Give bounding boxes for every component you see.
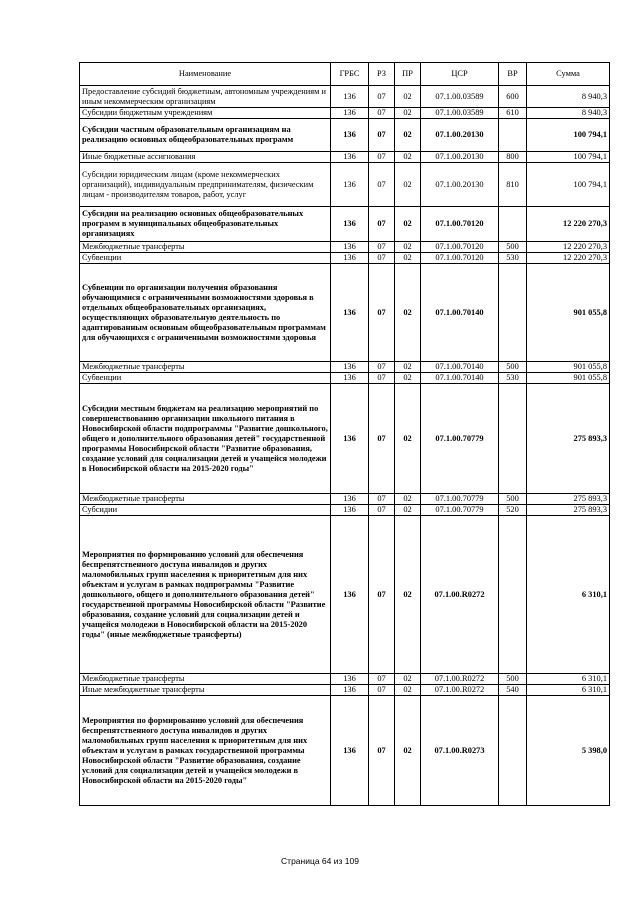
cell-csr: 07.1.00.20130	[421, 152, 499, 163]
cell-csr: 07.1.00.03589	[421, 108, 499, 119]
cell-csr: 07.1.00.R0273	[421, 696, 499, 806]
cell-vr	[499, 696, 527, 806]
cell-csr: 07.1.00.70140	[421, 373, 499, 384]
cell-vr: 500	[499, 494, 527, 505]
table-header-row	[80, 63, 610, 86]
cell-rz: 07	[369, 696, 395, 806]
table-row	[80, 119, 610, 152]
cell-vr: 530	[499, 373, 527, 384]
cell-name: Субсидии юридическим лицам (кроме некоммерческих организаций), индивидуальным предпринимателям, физическим лицам - производителям товаров, работ, услуг	[80, 163, 331, 207]
cell-vr	[499, 516, 527, 674]
cell-vr: 800	[499, 152, 527, 163]
cell-pr: 02	[395, 163, 421, 207]
cell-pr: 02	[395, 696, 421, 806]
cell-grbs: 136	[331, 362, 369, 373]
table-row	[80, 242, 610, 253]
cell-rz: 07	[369, 685, 395, 696]
cell-vr: 520	[499, 505, 527, 516]
cell-name: Субвенции	[80, 253, 331, 264]
cell-grbs: 136	[331, 505, 369, 516]
cell-vr	[499, 207, 527, 242]
cell-csr: 07.1.00.70779	[421, 494, 499, 505]
cell-grbs: 136	[331, 696, 369, 806]
cell-name: Субсидии бюджетным учреждениям	[80, 108, 331, 119]
cell-pr: 02	[395, 674, 421, 685]
cell-pr: 02	[395, 152, 421, 163]
cell-sum: 275 893,3	[527, 384, 610, 494]
cell-name: Субсидии на реализацию основных общеобразовательных программ в муниципальных общеобразовательных организациях	[80, 207, 331, 242]
cell-pr: 02	[395, 685, 421, 696]
cell-grbs: 136	[331, 264, 369, 362]
table-row	[80, 685, 610, 696]
cell-grbs: 136	[331, 494, 369, 505]
cell-grbs: 136	[331, 108, 369, 119]
cell-csr: 07.1.00.70779	[421, 505, 499, 516]
cell-rz: 07	[369, 152, 395, 163]
header-name: Наименование	[80, 63, 331, 86]
cell-vr: 540	[499, 685, 527, 696]
table-row	[80, 384, 610, 494]
cell-pr: 02	[395, 253, 421, 264]
header-pr: ПР	[395, 63, 421, 86]
cell-grbs: 136	[331, 242, 369, 253]
cell-csr: 07.1.00.03589	[421, 86, 499, 108]
cell-sum: 8 940,3	[527, 86, 610, 108]
cell-name: Субвенции по организации получения образования обучающимися с ограниченными возможностями здоровья в отдельных общеобразовательных организациях, осуществляющих образовательную деятельность по адаптированным основным общеобразовательным программам для обучающихся с ограниченными возможностями здоровья	[80, 264, 331, 362]
table-row	[80, 152, 610, 163]
cell-sum: 12 220 270,3	[527, 253, 610, 264]
cell-name: Иные межбюджетные трансферты	[80, 685, 331, 696]
cell-csr: 07.1.00.R0272	[421, 516, 499, 674]
cell-sum: 8 940,3	[527, 108, 610, 119]
cell-pr: 02	[395, 108, 421, 119]
cell-vr: 500	[499, 242, 527, 253]
cell-name: Субсидии местным бюджетам на реализацию мероприятий по совершенствованию организации школьного питания в Новосибирской области подпрограммы "Развитие дошкольного, общего и дополнительного образования детей" государственной программы Новосибирской области "Развитие образования, создание условий для социализации детей и учащейся молодежи в Новосибирской области на 2015-2020 годы"	[80, 384, 331, 494]
cell-sum: 12 220 270,3	[527, 207, 610, 242]
table-row	[80, 253, 610, 264]
cell-rz: 07	[369, 505, 395, 516]
cell-grbs: 136	[331, 163, 369, 207]
cell-name: Субвенции	[80, 373, 331, 384]
table-row	[80, 163, 610, 207]
cell-name: Межбюджетные трансферты	[80, 242, 331, 253]
cell-csr: 07.1.00.70140	[421, 264, 499, 362]
cell-name: Межбюджетные трансферты	[80, 494, 331, 505]
cell-name: Межбюджетные трансферты	[80, 362, 331, 373]
table-body	[80, 86, 610, 806]
cell-csr: 07.1.00.20130	[421, 163, 499, 207]
cell-csr: 07.1.00.R0272	[421, 674, 499, 685]
cell-pr: 02	[395, 516, 421, 674]
cell-pr: 02	[395, 384, 421, 494]
header-vr: ВР	[499, 63, 527, 86]
cell-grbs: 136	[331, 152, 369, 163]
header-csr: ЦСР	[421, 63, 499, 86]
cell-name: Субсидии частным образовательным организациям на реализацию основных общеобразовательных программ	[80, 119, 331, 152]
cell-rz: 07	[369, 163, 395, 207]
cell-sum: 12 220 270,3	[527, 242, 610, 253]
table-row	[80, 516, 610, 674]
cell-pr: 02	[395, 264, 421, 362]
cell-name: Субсидии	[80, 505, 331, 516]
table-row	[80, 108, 610, 119]
cell-vr: 610	[499, 108, 527, 119]
cell-pr: 02	[395, 119, 421, 152]
cell-name: Межбюджетные трансферты	[80, 674, 331, 685]
header-grbs: ГРБС	[331, 63, 369, 86]
table-row	[80, 362, 610, 373]
cell-name: Предоставление субсидий бюджетным, автономным учреждениям и иным некоммерческим организациям	[80, 86, 331, 108]
cell-rz: 07	[369, 384, 395, 494]
table-row	[80, 494, 610, 505]
cell-vr	[499, 119, 527, 152]
cell-name: Иные бюджетные ассигнования	[80, 152, 331, 163]
table-row	[80, 373, 610, 384]
cell-vr: 500	[499, 362, 527, 373]
cell-rz: 07	[369, 362, 395, 373]
cell-grbs: 136	[331, 516, 369, 674]
cell-sum: 100 794,1	[527, 163, 610, 207]
cell-vr	[499, 384, 527, 494]
cell-pr: 02	[395, 373, 421, 384]
cell-sum: 6 310,1	[527, 685, 610, 696]
header-sum: Сумма	[527, 63, 610, 86]
cell-sum: 6 310,1	[527, 516, 610, 674]
cell-rz: 07	[369, 674, 395, 685]
cell-pr: 02	[395, 494, 421, 505]
cell-sum: 100 794,1	[527, 152, 610, 163]
cell-sum: 5 398,0	[527, 696, 610, 806]
cell-sum: 901 055,8	[527, 373, 610, 384]
cell-vr: 810	[499, 163, 527, 207]
cell-pr: 02	[395, 207, 421, 242]
table-row	[80, 264, 610, 362]
cell-csr: 07.1.00.70120	[421, 242, 499, 253]
cell-csr: 07.1.00.70140	[421, 362, 499, 373]
budget-table	[79, 62, 610, 806]
cell-vr: 530	[499, 253, 527, 264]
cell-grbs: 136	[331, 384, 369, 494]
cell-pr: 02	[395, 242, 421, 253]
cell-grbs: 136	[331, 373, 369, 384]
cell-csr: 07.1.00.R0272	[421, 685, 499, 696]
cell-grbs: 136	[331, 207, 369, 242]
cell-rz: 07	[369, 494, 395, 505]
cell-rz: 07	[369, 373, 395, 384]
cell-pr: 02	[395, 86, 421, 108]
table-row	[80, 674, 610, 685]
cell-pr: 02	[395, 362, 421, 373]
table-row	[80, 207, 610, 242]
table-row	[80, 505, 610, 516]
cell-rz: 07	[369, 253, 395, 264]
cell-rz: 07	[369, 516, 395, 674]
cell-csr: 07.1.00.70120	[421, 253, 499, 264]
cell-rz: 07	[369, 86, 395, 108]
cell-pr: 02	[395, 505, 421, 516]
cell-grbs: 136	[331, 685, 369, 696]
cell-csr: 07.1.00.70779	[421, 384, 499, 494]
cell-vr: 600	[499, 86, 527, 108]
cell-grbs: 136	[331, 119, 369, 152]
cell-rz: 07	[369, 264, 395, 362]
cell-sum: 100 794,1	[527, 119, 610, 152]
table-row	[80, 86, 610, 108]
cell-sum: 275 893,3	[527, 494, 610, 505]
cell-vr: 500	[499, 674, 527, 685]
cell-name: Мероприятия по формированию условий для обеспечения беспрепятственного доступа инвалидов и других маломобильных групп населения к приоритетным для них объектам и услугам в рамках подпрограммы "Развитие дошкольного, общего и дополнительного образования детей" государственной программы Новосибирской области "Развитие образования, создание условий для социализации детей и учащейся молодежи в Новосибирской области на 2015-2020 годы" (иные межбюджетные трансферты)	[80, 516, 331, 674]
cell-sum: 275 893,3	[527, 505, 610, 516]
cell-sum: 901 055,8	[527, 264, 610, 362]
cell-rz: 07	[369, 242, 395, 253]
cell-grbs: 136	[331, 86, 369, 108]
cell-rz: 07	[369, 207, 395, 242]
cell-sum: 6 310,1	[527, 674, 610, 685]
cell-grbs: 136	[331, 674, 369, 685]
table-row	[80, 696, 610, 806]
cell-csr: 07.1.00.20130	[421, 119, 499, 152]
cell-sum: 901 055,8	[527, 362, 610, 373]
cell-name: Мероприятия по формированию условий для обеспечения беспрепятственного доступа инвалидов и других маломобильных групп населения к приоритетным для них объектам и услугам в рамках государственной программы Новосибирской области "Развитие образования, создание условий для социализации детей и учащейся молодежи в Новосибирской области на 2015-2020 годы"	[80, 696, 331, 806]
cell-grbs: 136	[331, 253, 369, 264]
cell-rz: 07	[369, 119, 395, 152]
cell-rz: 07	[369, 108, 395, 119]
header-rz: РЗ	[369, 63, 395, 86]
cell-csr: 07.1.00.70120	[421, 207, 499, 242]
page-number: Страница 64 из 109	[281, 856, 359, 866]
cell-vr	[499, 264, 527, 362]
